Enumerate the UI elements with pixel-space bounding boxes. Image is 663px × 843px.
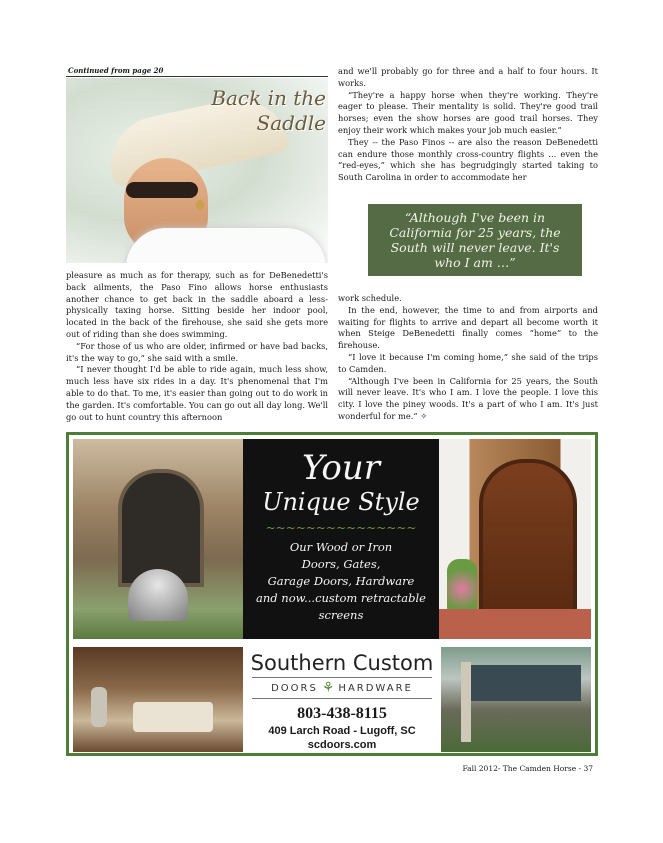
pull-quote-text: “Although I've been in California for 25 years, the South will never leave. It's who I am …” <box>389 210 561 270</box>
website: scdoors.com <box>307 739 377 751</box>
paragraph: pleasure as much as for therapy, such as for DeBenedetti's back ailments, the Paso Fino allows horse enthusiasts another chance to get back in the saddle aboard a less-physically taxing horse. Sitting beside her indoor pool, located in the back of the firehouse, she said she gets more out of riding than she does swimming. <box>66 270 328 339</box>
paragraph: In the end, however, the time to and from airports and waiting for flights to arrive and depart all become worth it when Steige DeBenedetti finally comes “home” to the firehouse. <box>338 304 598 351</box>
wood-door-photo <box>439 439 591 639</box>
ad-headline: Your <box>301 448 381 488</box>
bed <box>133 702 213 732</box>
shirt-shape <box>126 228 326 263</box>
paragraph: They -- the Paso Finos -- are also the reason DeBenedetti can endure those monthly cross-country flights ... even the “red-eyes,” which she has begrudgingly started taking to South Carolina in order to accommodate her <box>338 136 598 183</box>
ad-line: Garage Doors, Hardware <box>267 574 415 588</box>
paragraph: and we'll probably go for three and a half to four hours. It works. <box>338 66 598 88</box>
retractable-screen <box>471 665 581 701</box>
fountain <box>128 569 188 621</box>
ad-line: Our Wood or Iron <box>289 540 393 554</box>
brand-name: Southern Custom <box>250 651 434 675</box>
brand-doors: DOORS <box>271 682 318 694</box>
paragraph: “For those of us who are older, infirmed or have bad backs, it's the way to go,” she said with a smile. <box>66 340 328 363</box>
column <box>461 662 471 742</box>
pull-quote <box>368 204 582 276</box>
brand-tagline <box>252 677 432 699</box>
article-column-right-top <box>338 66 598 184</box>
divider <box>66 76 328 77</box>
iron-door-photo <box>73 439 243 639</box>
address: 409 Larch Road - Lugoff, SC <box>268 725 416 737</box>
ad-headline-panel <box>243 439 439 639</box>
photo-title: Back in the Saddle <box>211 86 326 135</box>
portrait-photo <box>66 78 328 263</box>
article-column-right-bottom <box>338 293 598 423</box>
paragraph: “I love it because I'm coming home,” she said of the trips to Camden. <box>338 351 598 374</box>
continued-label: Continued from page 20 <box>68 66 164 75</box>
door-handle <box>91 687 107 727</box>
article-column-left <box>66 270 328 423</box>
ad-line: and now...custom retractable screens <box>256 591 426 622</box>
phone-number: 803-438-8115 <box>297 705 387 722</box>
paragraph: “I never thought I'd be able to ride again, much less show, much less have six rides in a day. It's phenomenal that I'm able to do that. To me, it's easier than going out to do work in the garden. It's comfortable. You can go out all day long. We'll go out to hunt country this afternoon <box>66 364 329 422</box>
paragraph: “Although I've been in California for 25 years, the South will never leave. It's who I am. I love the people. I love this city. I love the piney woods. It's a part of who I am. It's just wonderful for me.” ✧ <box>338 375 598 421</box>
palm-tree-icon: ⚘ <box>321 680 335 696</box>
advertisement[interactable] <box>66 432 598 756</box>
earring-shape <box>196 200 204 210</box>
page-footer: Fall 2012- The Camden Horse - 37 <box>462 764 593 773</box>
paragraph: “They're a happy horse when they're working. They're eager to please. Their mentality is solid. They're good trail horses; even the show horses are good trail horses. They enjoy their work which makes your job much easier.” <box>338 89 598 135</box>
patio-screen-photo <box>441 647 591 752</box>
ad-line: Doors, Gates, <box>301 557 381 571</box>
ornament: ~~~~~~~~~~~~~~~ <box>265 521 417 535</box>
company-logo-panel <box>245 647 439 752</box>
brick-steps <box>439 609 591 639</box>
bedroom-photo <box>73 647 243 752</box>
sunglasses-shape <box>126 182 198 198</box>
ad-headline-sub: Unique Style <box>262 488 420 516</box>
door-arch <box>479 459 577 617</box>
paragraph: work schedule. <box>338 293 402 303</box>
brand-hardware: HARDWARE <box>338 682 413 694</box>
